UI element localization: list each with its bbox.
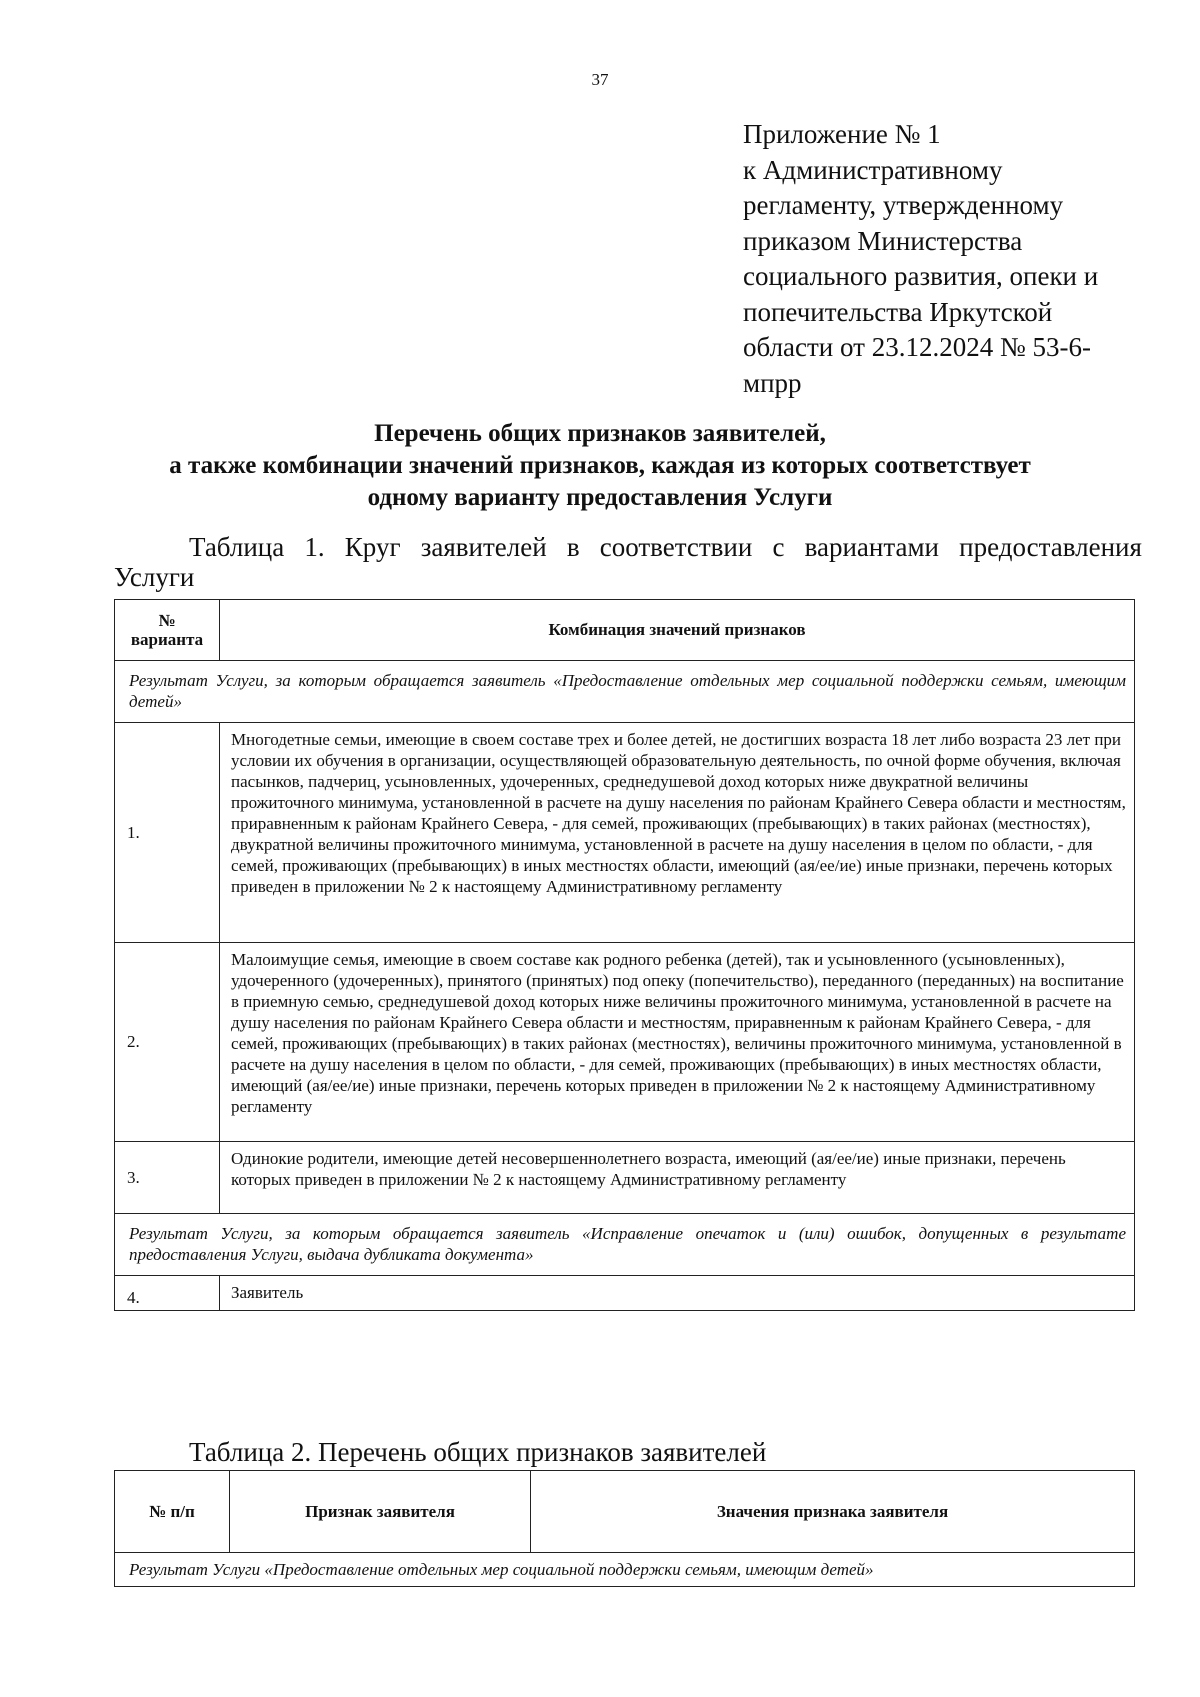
document-title [60, 418, 1140, 514]
caption-word: Круг [344, 532, 401, 562]
header-feature: Признак заявителя [230, 1471, 531, 1553]
caption-word: вариантами [804, 532, 939, 562]
table1-section-row [115, 1214, 1135, 1276]
caption-word: соответствии [599, 532, 753, 562]
variant-text: Заявитель [220, 1276, 1135, 1311]
variant-number: 1. [115, 723, 220, 943]
header-combination: Комбинация значений признаков [220, 600, 1135, 661]
table-row [115, 1276, 1135, 1311]
section-text: Результат Услуги, за которым обращается заявитель «Предоставление отдельных мер социальной поддержки семьям, имеющим детей» [115, 661, 1135, 723]
header-variant-number [115, 600, 220, 661]
table2-caption: Таблица 2. Перечень общих признаков заявителей [189, 1437, 767, 1467]
section-text: Результат Услуги «Предоставление отдельных мер социальной поддержки семьям, имеющим детей» [115, 1553, 1135, 1587]
table1-caption-line1 [114, 532, 1142, 562]
title-line: а также комбинации значений признаков, каждая из которых соответствует [169, 452, 1031, 479]
appendix-line: социального развития, опеки и [743, 261, 1099, 291]
table1-caption [114, 532, 1142, 592]
section-text: Результат Услуги, за которым обращается заявитель «Исправление опечаток и (или) ошибок, допущенных в результате предоставления Услуги, выдача дубликата документа» [115, 1214, 1135, 1276]
table-row [115, 723, 1135, 943]
appendix-line: мпрр [743, 367, 802, 398]
header-num-word: варианта [130, 630, 204, 649]
caption-word: заявителей [420, 532, 547, 562]
table1-caption-line2: Услуги [114, 562, 195, 592]
title-line: одному варианту предоставления Услуги [367, 484, 833, 511]
table-row [115, 943, 1135, 1142]
variant-text: Малоимущие семья, имеющие в своем составе как родного ребенка (детей), так и усыновленного (усыновленных), удочеренного (удочеренных), принятого (принятых) под опеку (попечительство), переданного (переданных) на воспитание в приемную семью, среднедушевой доход которых ниже величины прожиточного минимума, установленной в расчете на душу населения по районам Крайнего Севера области и местностям, приравненным к районам Крайнего Севера, - для семей, проживающих (пребывающих) в таких районах (местностях), величины прожиточного минимума, установленной в расчете на душу населения в целом по области, - для семей, проживающих (пребывающих) в иных местностях области, имеющий (ая/ее/ие) иные признаки, перечень которых приведен в приложении № 2 к настоящему Административному регламенту [220, 943, 1135, 1142]
appendix-line: регламенту, утвержденному [743, 190, 1064, 220]
table1-header-row [115, 600, 1135, 661]
variant-text: Многодетные семьи, имеющие в своем составе трех и более детей, не достигших возраста 18 лет либо возраста 23 лет при условии их обучения в организации, осуществляющей образовательную деятельность, по очной форме обучения, включая пасынков, падчериц, усыновленных, удочеренных, среднедушевой доход которых ниже двукратной величины прожиточного минимума, установленной в расчете на душу населения по районам Крайнего Севера области и местностям, приравненным к районам Крайнего Севера, - для семей, проживающих (пребывающих) в таких районах (местностях), двукратной величины прожиточного минимума, установленной в расчете на душу населения в целом по области, - для семей, проживающих (пребывающих) в иных местностях области, имеющий (ая/ее/ие) иные признаки, перечень которых приведен в приложении № 2 к настоящему Административному регламенту [220, 723, 1135, 943]
table1-section-row [115, 661, 1135, 723]
title-line: Перечень общих признаков заявителей, [374, 420, 826, 447]
appendix-line: области от 23.12.2024 № 53-6- [743, 332, 1091, 362]
appendix-line: попечительства Иркутской [743, 296, 1053, 327]
variant-number: 4. [115, 1276, 220, 1311]
header-row-number: № п/п [115, 1471, 230, 1553]
caption-word: с [772, 532, 785, 562]
appendix-line: Приложение № 1 [743, 119, 941, 149]
page-number: 37 [591, 70, 609, 89]
variant-text: Одинокие родители, имеющие детей несовершеннолетнего возраста, имеющий (ая/ее/ие) иные признаки, перечень которых приведен в приложении № 2 к настоящему Административному регламенту [220, 1142, 1135, 1214]
appendix-line: к Административному [743, 154, 1003, 185]
header-num-symbol: № [158, 611, 176, 630]
table1 [114, 599, 1135, 1311]
variant-number: 3. [115, 1142, 220, 1214]
header-feature-values: Значения признака заявителя [531, 1471, 1135, 1553]
caption-word: в [566, 532, 580, 562]
table2-header-row [115, 1471, 1135, 1553]
appendix-block [743, 117, 1143, 401]
table2-section-row [115, 1553, 1135, 1587]
caption-word: предоставления [959, 532, 1142, 562]
table-row [115, 1142, 1135, 1214]
appendix-line: приказом Министерства [743, 225, 1023, 256]
caption-word: 1. [304, 532, 325, 562]
table2 [114, 1470, 1135, 1587]
caption-word: Таблица [189, 532, 285, 562]
variant-number: 2. [115, 943, 220, 1142]
